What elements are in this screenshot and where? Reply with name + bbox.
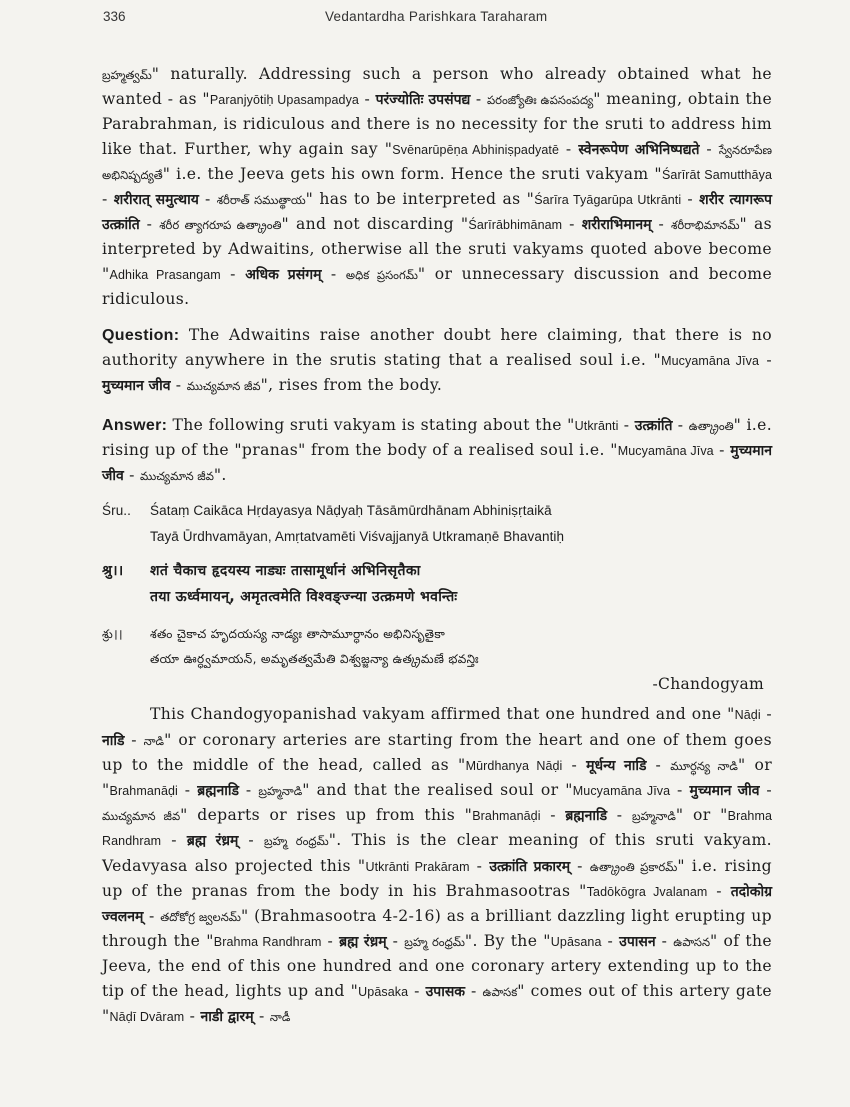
verse-tag: Śru.. <box>102 503 132 519</box>
separator: - <box>469 856 490 875</box>
verse-tag: श्रु।। <box>102 563 124 580</box>
text-span: " meaning, obtain the Parabrahman, is ridiculous and there is no necessity for the sruti to address him like that. Further, why again say " <box>102 90 773 158</box>
separator: - <box>655 932 674 951</box>
verse-spacer <box>102 584 150 610</box>
question-label: Question: <box>102 327 180 345</box>
devanagari-term: मूर्धन्य नाडि <box>586 757 647 774</box>
separator: - <box>681 190 700 209</box>
transliteration: Adhika Prasangam <box>109 267 221 282</box>
text-span: " and not discarding " <box>281 215 469 234</box>
separator: - <box>198 190 217 209</box>
separator: - <box>239 781 259 800</box>
verse-line <box>102 498 772 524</box>
telugu-term: ఉత్క్రాంతి <box>688 418 734 433</box>
separator: - <box>562 215 582 234</box>
separator: - <box>139 215 160 234</box>
text-span: " comes out of this artery gate " <box>102 981 773 1025</box>
devanagari-term: मुच्यमान जीव <box>102 378 171 395</box>
separator: - <box>465 981 483 1000</box>
separator: - <box>562 755 587 774</box>
separator: - <box>386 932 405 951</box>
devanagari-term: शरीर त्यागरूप उत्क्रांति <box>102 192 772 234</box>
telugu-term: మూర్ధన్య నాడి <box>670 758 738 773</box>
separator: - <box>651 215 672 234</box>
answer-label: Answer: <box>102 416 168 434</box>
devanagari-term: ब्रह्म रंध्रम् <box>339 934 387 951</box>
devanagari-term: शरीरात् समुत्थाय <box>113 192 199 209</box>
separator: - <box>646 755 671 774</box>
telugu-term: అధిక ప్రసంగమ్ <box>345 267 418 282</box>
separator: - <box>321 264 346 283</box>
text-span: " i.e. the Jeeva gets his own form. Hence the sruti vakyam " <box>162 164 662 183</box>
separator: - <box>143 907 161 926</box>
text-span: " of the Jeeva, the end of this one hundred and one coronary artery extending up to the tip of the head, lights up and " <box>102 932 772 1000</box>
transliteration: Śarīra Tyāgarūpa Utkrānti <box>534 193 682 208</box>
text-span: " or " <box>675 806 728 825</box>
separator: - <box>102 190 114 209</box>
text-span: " or coronary arteries are starting from the heart and one of them goes up to the middle of the head, called as " <box>102 730 772 774</box>
transliteration: Mucyamāna Jīva <box>661 354 760 369</box>
separator: - <box>238 831 264 850</box>
text-span: ", rises from the body. <box>260 376 443 395</box>
transliteration: Utkrānti <box>574 418 619 433</box>
separator: - <box>672 415 689 434</box>
verse-line <box>102 622 772 647</box>
devanagari-term: उत्क्रांति प्रकारम् <box>489 858 571 875</box>
devanagari-term: नाडी द्वारम् <box>200 1008 254 1025</box>
text-span: The Adwaitins raise another doubt here claiming, that there is no authority anywhere in the srutis stating that a realised soul i.e. " <box>102 326 772 370</box>
telugu-term: శరీరాత్ సముత్థాయ <box>216 193 306 208</box>
transliteration: Tadōkōgra Jvalanam <box>586 884 708 899</box>
separator: - <box>124 730 144 749</box>
paragraph-answer <box>102 413 772 489</box>
telugu-term: బ్రహ్మత్వమ్ <box>102 68 152 82</box>
verse-text: తయా ఊర్ధ్వమాయన్, అమృతత్వమేతి విశ్వజ్జన్యా ఉత్క్రమణే భవన్తిః <box>150 652 479 667</box>
separator: - <box>161 831 187 850</box>
separator: - <box>540 806 566 825</box>
transliteration: Śarīrābhimānam <box>468 218 563 233</box>
devanagari-term: मुच्यमान जीव <box>102 442 773 485</box>
source-attribution: -Chandogyam <box>652 675 764 694</box>
devanagari-term: उपासन <box>619 934 656 951</box>
transliteration: Śarīrāt Samutthāya <box>661 167 772 182</box>
text-span: ". <box>213 466 227 485</box>
transliteration: Brahmanāḍi <box>472 809 541 824</box>
devanagari-term: मुच्यमान जीव <box>689 783 760 800</box>
text-span: ". This is the clear meaning of this sruti vakyam. Vedavyasa also projected this " <box>102 831 772 875</box>
verse-text: శతం చైకాచ హృదయస్య నాడ్యః తాసామూర్ధానం అభినిసృతైకా <box>150 627 446 642</box>
devanagari-term: तदोकोग्र ज्वलनम् <box>102 883 773 926</box>
telugu-term: బ్రహ్మనాడి <box>258 784 303 799</box>
transliteration: Nāḍi <box>734 708 761 723</box>
text-span: " or " <box>102 755 773 800</box>
transliteration: Paranjyōtiḥ Upasampadya <box>209 93 359 108</box>
telugu-term: ఉపాసక <box>482 984 518 999</box>
separator: - <box>607 806 632 825</box>
transliteration: Utkrānti Prakāram <box>365 859 470 874</box>
telugu-term: ముచ్యమాన జీవ <box>140 469 214 484</box>
separator: - <box>123 466 141 485</box>
text-span: This Chandogyopanishad vakyam affirmed that one hundred and one " <box>150 705 735 724</box>
transliteration: Nāḍī Dvāram <box>109 1009 185 1024</box>
transliteration: Upāsaka <box>358 984 409 999</box>
verse-tag: శ్రు।। <box>102 627 123 642</box>
separator: - <box>184 1006 201 1025</box>
separator: - <box>699 139 719 158</box>
separator: - <box>408 981 426 1000</box>
separator: - <box>570 856 590 875</box>
running-title: Vedantardha Parishkara Taraharam <box>325 9 548 24</box>
verse-devanagari <box>102 558 772 610</box>
text-span: " and that the realised soul or " <box>302 781 573 800</box>
verse-line <box>102 524 772 550</box>
page-body <box>102 62 772 1029</box>
text-span: ". By the " <box>464 932 551 951</box>
separator: - <box>759 351 772 370</box>
transliteration: Mūrdhanya Nāḍi <box>465 758 563 773</box>
transliteration: Mucyamāna Jīva <box>617 443 714 458</box>
telugu-term: ఉత్క్రాంతి ప్రకారమ్ <box>589 859 678 874</box>
devanagari-term: ब्रह्म रंध्रम् <box>186 833 239 850</box>
separator: - <box>253 1006 270 1025</box>
separator: - <box>670 781 690 800</box>
telugu-term: పరంజ్యోతిః ఉపసంపద్య <box>486 93 594 108</box>
text-span: " (Brahmasootra 4-2-16) as a brilliant dazzling light erupting up through the " <box>102 907 772 951</box>
devanagari-term: नाडि <box>102 732 125 749</box>
telugu-term: నాడి <box>143 733 165 748</box>
devanagari-term: ब्रह्मनाडि <box>565 808 608 825</box>
text-span: " naturally. Addressing such a person who already obtained what he wanted - as " <box>102 65 772 109</box>
text-span: " has to be interpreted as " <box>305 190 535 209</box>
text-span: " i.e. rising up of the pranas from the body in his Brahmasootras " <box>102 856 773 900</box>
transliteration: Svēnarūpēṇa Abhiniṣpadyatē <box>392 142 560 157</box>
transliteration: Brahmanāḍi <box>109 784 178 799</box>
verse-text: Śataṃ Caikāca Hṛdayasya Nāḍyaḥ Tāsāmūrdhānam Abhiniṣṛtaikā <box>150 503 552 519</box>
verse-transliteration <box>102 498 772 550</box>
paragraph-question <box>102 323 772 399</box>
text-span: " i.e. rising up of the "pranas" from the body of a realised soul i.e. " <box>102 415 772 459</box>
text-span: The following sruti vakyam is stating about the " <box>167 415 575 434</box>
separator: - <box>601 932 620 951</box>
separator: - <box>358 90 376 109</box>
separator: - <box>321 932 340 951</box>
separator: - <box>713 440 731 459</box>
transliteration: Upāsana <box>550 935 602 950</box>
devanagari-term: परंज्योतिः उपसंपद्य <box>375 92 471 109</box>
transliteration: Mucyamāna Jīva <box>572 784 671 799</box>
verse-telugu <box>102 622 772 672</box>
telugu-term: ముచ్యమాన జీవ <box>186 379 261 394</box>
telugu-term: బ్రహ్మ రంధ్రమ్ <box>263 834 329 849</box>
separator: - <box>760 705 772 724</box>
telugu-term: బ్రహ్మ రంధ్రమ్ <box>404 935 465 950</box>
devanagari-term: उपासक <box>425 983 466 1000</box>
separator: - <box>707 881 731 900</box>
paragraph-1 <box>102 62 772 311</box>
telugu-term: తదోకోగ్ర జ్వలనమ్ <box>160 910 241 925</box>
telugu-term: ఉపాసన <box>673 935 711 950</box>
verse-line <box>102 647 772 672</box>
devanagari-term: ब्रह्मनाडि <box>197 783 239 800</box>
page-number: 336 <box>103 9 126 24</box>
separator: - <box>170 376 187 395</box>
telugu-term: శరీరాభిమానమ్ <box>671 218 740 233</box>
telugu-term: స్వేనరూపేణ అభినిష్పద్యతే <box>102 142 773 182</box>
verse-text: शतं चैकाच हृदयस्य नाड्यः तासामूर्धानं अभिनिसृतैका <box>150 563 421 580</box>
text-span: " as interpreted by Adwaitins, otherwise all the sruti vakyams quoted above become " <box>102 215 772 283</box>
separator: - <box>177 781 198 800</box>
devanagari-term: अधिक प्रसंगम् <box>245 266 322 283</box>
page-header <box>103 9 770 29</box>
verse-spacer <box>102 647 150 672</box>
separator: - <box>759 781 773 800</box>
separator: - <box>470 90 487 109</box>
devanagari-term: उत्क्रांति <box>634 417 673 434</box>
verse-line <box>102 558 772 584</box>
separator: - <box>618 415 635 434</box>
paragraph-explanation <box>102 702 772 1029</box>
verse-text: Tayā Ūrdhvamāyan, Amṛtatvamēti Viśvajjanyā Utkramaṇē Bhavantiḥ <box>150 529 565 545</box>
transliteration: Brahma Randhram <box>102 809 773 849</box>
devanagari-term: शरीराभिमानम् <box>581 217 652 234</box>
devanagari-term: स्वेनरूपेण अभिनिष्पद्यते <box>578 141 700 158</box>
text-span: " departs or rises up from this " <box>180 806 473 825</box>
verse-spacer <box>102 524 150 550</box>
telugu-term: శరీర త్యాగరూప ఉత్క్రాంతి <box>159 218 282 233</box>
telugu-term: నాడీ <box>269 1009 291 1024</box>
telugu-term: ముచ్యమాన జీవ <box>102 809 181 824</box>
verse-text: तया ऊर्ध्वमायन्, अमृतत्वमेति विश्वङ्ज्न्या उत्क्रमणे भवन्तिः <box>150 589 458 606</box>
transliteration: Brahma Randhram <box>213 935 322 950</box>
separator: - <box>559 139 579 158</box>
separator: - <box>220 264 246 283</box>
text-span: " or unnecessary discussion and become ridiculous. <box>102 264 773 308</box>
telugu-term: బ్రహ్మనాడి <box>631 809 676 824</box>
verse-line <box>102 584 772 610</box>
